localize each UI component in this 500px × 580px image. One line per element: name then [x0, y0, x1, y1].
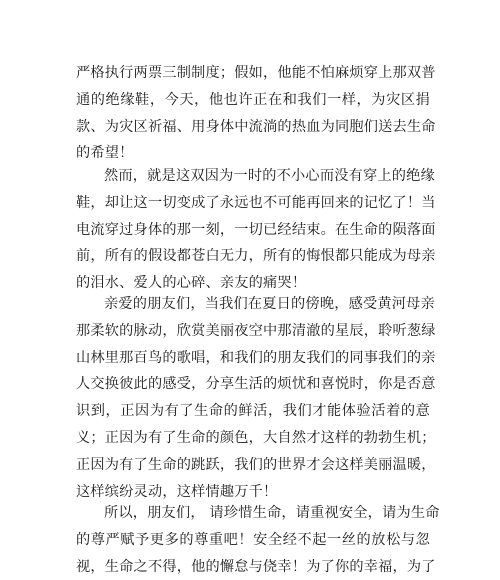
text-line: 亲爱的朋友们，当我们在夏日的傍晚，感受黄河母亲 [104, 296, 435, 312]
paragraph-4 [76, 500, 440, 580]
paragraph-2 [76, 163, 436, 297]
paragraph-3 [76, 291, 436, 505]
text-line: 通的绝缘鞋，今天，他也许正在和我们一样，为灾区捐 [76, 91, 430, 108]
text-line: 的希望！ [76, 145, 134, 162]
text-line: 那柔软的脉动，欣赏美丽夜空中那清澈的星辰，聆听葱绿 [76, 322, 436, 339]
paragraph-1 [76, 60, 436, 167]
text-line: 人交换彼此的感受，分享生活的烦忧和喜悦时，你是否意 [76, 376, 436, 393]
text-line: 这样缤纷灵动，这样情趣万千！ [76, 483, 278, 500]
text-line: 识到，正因为有了生命的鲜活，我们才能体验活着的意 [76, 403, 430, 420]
text-line: 严格执行两票三制制度；假如，他能不怕麻烦穿上那双普 [76, 65, 436, 81]
text-line: 然而，就是这双因为一时的不小心而没有穿上的绝缘 [104, 168, 435, 184]
text-line: 视，生命之不得，他的懈怠与侥幸！为了你的幸福，为了 [76, 558, 436, 575]
text-line: 的泪水、爱人的心碎、亲友的痛哭！ [76, 275, 307, 292]
text-line: 电流穿过身体的那一刻，一切已经结束。在生命的陨落面 [76, 221, 436, 238]
text-line: 义；正因为有了生命的颜色，大自然才这样的勃勃生机； [76, 429, 436, 446]
text-line: 所以，朋友们， 请珍惜生命，请重视安全，请为生命 [104, 505, 440, 521]
text-line: 款、为灾区祈福、用身体中流淌的热血为同胞们送去生命 [76, 118, 436, 135]
text-line: 鞋，却让这一切变成了永远也不可能再回来的记忆了！当 [76, 194, 436, 211]
text-line: 正因为有了生命的跳跃，我们的世界才会这样美丽温暖， [76, 456, 436, 473]
text-line: 前，所有的假设都苍白无力，所有的悔恨都只能成为母亲 [76, 248, 436, 265]
text-line: 的尊严赋予更多的尊重吧！安全经不起一丝的放松与忽 [76, 531, 430, 548]
text-line: 山林里那百鸟的歌唱，和我们的朋友我们的同事我们的亲 [76, 349, 436, 366]
